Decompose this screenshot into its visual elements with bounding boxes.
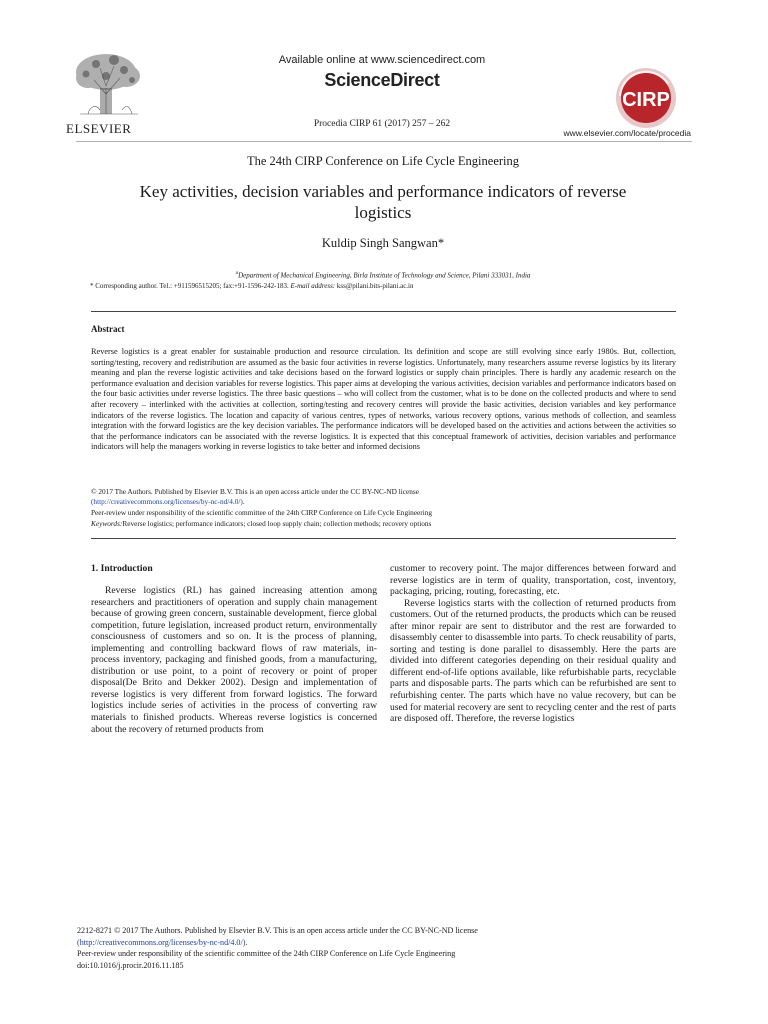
corresponding-contact: * Corresponding author. Tel.: +911596515205; fax:+91-1596-242-183. [90, 282, 289, 290]
right-column [390, 563, 676, 725]
journal-citation: Procedia CIRP 61 (2017) 257 – 262 [313, 119, 451, 129]
publisher-name: ELSEVIER [66, 121, 132, 136]
paper-title-line-1: Key activities, decision variables and performance indicators of reverse [139, 182, 627, 201]
corresponding-author [90, 282, 676, 290]
header-divider [76, 141, 692, 142]
affiliation-text: Department of Mechanical Engineering, Birla Institute of Technology and Science, Pilani 333031, India [238, 271, 531, 280]
journal-url[interactable]: www.elsevier.com/locate/procedia [563, 128, 691, 138]
abstract-copyright: © 2017 The Authors. Published by Elsevier B.V. This is an open access article under the CC BY-NC-ND license [91, 487, 419, 496]
elsevier-tree-icon [66, 50, 152, 116]
affiliation [90, 271, 676, 279]
paper-title [100, 181, 666, 223]
abstract-bottom-rule [91, 538, 676, 539]
keywords-text: Reverse logistics; performance indicators; closed loop supply chain; collection methods; recovery options [122, 519, 432, 528]
intro-paragraph-3: Reverse logistics starts with the collection of returned products from customers. Out of the returned products, the products which can be reused after minor repair are sent to distributor and the rest are forwarded to disassembly center to disassemble into parts. To check reusability of parts, sorting and testing is done parallel to disassembly. Here the parts are divided into different categories depending on their residual quality and different end-of-life options available, like refurbishable parts, recyclable parts and disposable parts. The parts which can be refurbished are sent to refurbishing center. The parts which have no value recovery, but can be used for material recovery are sent to recycling center and the rest of parts are disposed off. Therefore, the reverse logistics [390, 597, 676, 725]
page-footer [77, 925, 667, 971]
cirp-logo [608, 66, 684, 130]
footer-copyright: 2212-8271 © 2017 The Authors. Published by Elsevier B.V. This is an open access article under the CC BY-NC-ND license [77, 926, 478, 935]
sciencedirect-logo-text: ScienceDirect [324, 70, 440, 90]
elsevier-logo [66, 50, 152, 136]
section-heading-introduction: 1. Introduction [91, 563, 153, 574]
email-address[interactable]: kss@pilani.bits-pilani.ac.in [336, 282, 414, 290]
abstract-text: Reverse logistics is a great enabler for sustainable production and resource circulation. Its definition and scope are still evolving since early 1980s. But, collection, sorting/testing, recovery and redistribution are assumed as the basic four activities in reverse logistics. Unfortunately, many researchers assume reverse logistics by its literary meaning and plan the reverse logistic activities and take decisions based on the forward logistics or supply chain principles. There is hardly any academic research on the performance evaluation and decision variables for reverse logistics. This paper aims at developing the various activities, decision variables and performance indicators based on the four basic activities under reverse logistics. The three basic questions – who will collect from the customer, what is to be done on the collected products and where to send after recovery – interlinked with the activities at collection, sorting/testing and recovery centres will provide the basic activities, decision variables and key performance indicators of the reverse logistics. The location and capacity of various centres, types of networks, various recovery options, various methods of collection, and seamless integration with the forward logistics are the key decision variables. The performance indicators will be developed based on the activities and actions between the activities so that the performance indicators can be associated with the reverse logistics. It is expected that this conceptual framework of activities, decision variables and performance indicators will help the managers working in reverse logistics to take better and informed decisions [91, 347, 676, 452]
intro-paragraph-2: customer to recovery point. The major differences between forward and reverse logistics are in term of quality, transportation, cost, inventory, packaging, pricing, routing, forecasting, etc. [390, 563, 676, 598]
footer-peer-review: Peer-review under responsibility of the scientific committee of the 24th CIRP Conference on Life Cycle Engineering [77, 949, 456, 959]
footer-license-link[interactable]: (http://creativecommons.org/licenses/by-nc-nd/4.0/). [77, 937, 248, 947]
abstract-top-rule [91, 311, 676, 312]
left-column [91, 585, 377, 735]
keywords [91, 519, 676, 529]
paper-title-line-2: logistics [354, 203, 412, 222]
intro-paragraph-1: Reverse logistics (RL) has gained increasing attention among researchers and practitioners of operation and supply chain management because of growing green concern, sustainable development, fierce global competition, future legislation, increased product return, environmentally consciousness of customers and so on. It is the process of planning, implementing and controlling backward flows of raw materials, in-process inventory, packaging and finished goods, from a manufacturing, distribution or use point, to a point of recovery or point of proper disposal(De Brito and Dekker 2002). Design and implementation of reverse logistics is very different from forward logistics. The forward logistics include series of activities in the process of converting raw materials to finished products. Whereas reverse logistics is concerned about the recovery of returned products from [91, 585, 377, 735]
keywords-label: Keywords: [91, 519, 123, 528]
conference-name: The 24th CIRP Conference on Life Cycle Engineering [246, 154, 520, 168]
cirp-logo-text: CIRP [622, 89, 670, 111]
abstract-peer-review: Peer-review under responsibility of the scientific committee of the 24th CIRP Conference on Life Cycle Engineering [91, 508, 433, 517]
abstract-heading: Abstract [91, 324, 125, 334]
available-online-text: Available online at www.sciencedirect.com [278, 54, 486, 66]
author-name: Kuldip Singh Sangwan* [321, 236, 445, 250]
footer-doi[interactable]: doi:10.1016/j.procir.2016.11.185 [77, 960, 184, 970]
abstract-license-link[interactable]: (http://creativecommons.org/licenses/by-nc-nd/4.0/). [91, 497, 245, 506]
email-label: E-mail address: [290, 282, 336, 290]
affiliation-mark: a [235, 271, 239, 276]
cirp-logo-icon [608, 66, 684, 130]
